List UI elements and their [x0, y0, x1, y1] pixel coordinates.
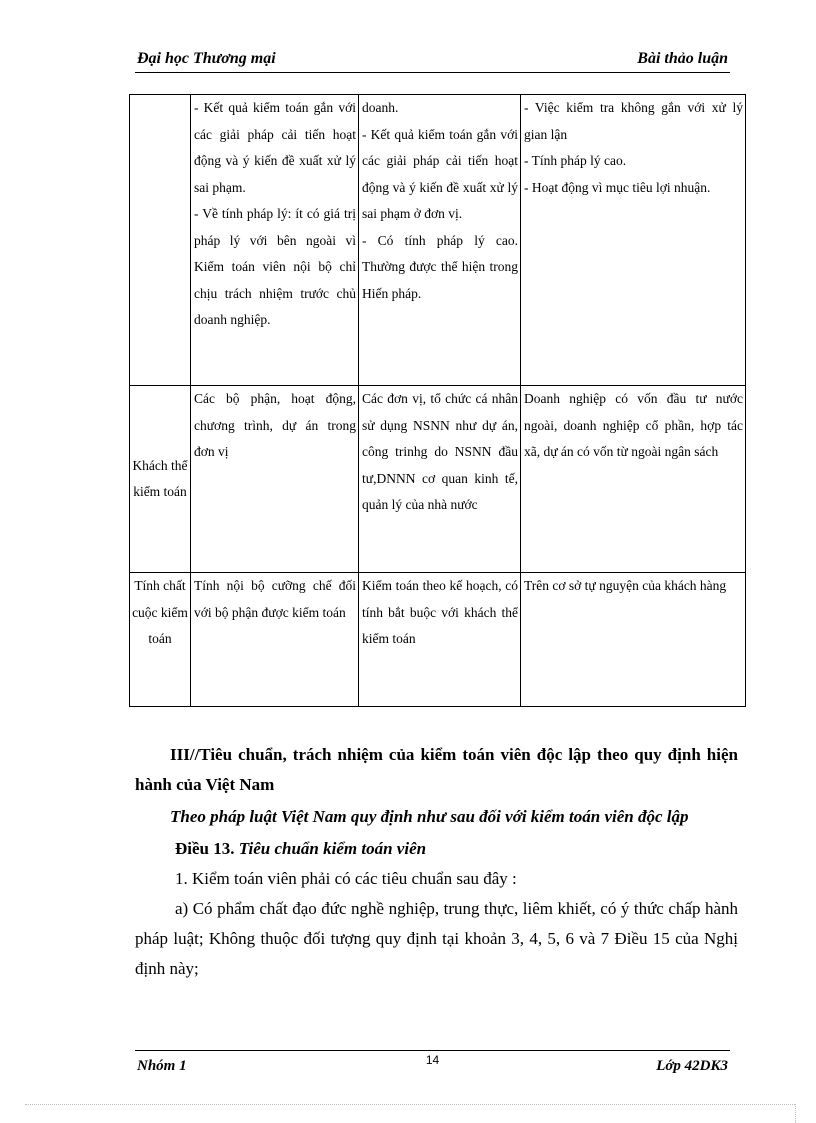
cell-internal-audit-results: [191, 95, 359, 386]
row-label-audit-nature: Tính chất cuộc kiểm toán: [130, 573, 191, 707]
row-label-empty: [130, 95, 191, 386]
page-edge-guide-vertical: [795, 1104, 796, 1123]
document-body: [135, 740, 738, 984]
cell-internal-audit-subject: Các bộ phận, hoạt động, chương trình, dự án trong đơn vị: [191, 386, 359, 573]
cell-text: - Kết quả kiểm toán gắn với các giải pháp cải tiến hoạt động và ý kiến đề xuất xử lý sai phạm ở đơn vị.: [362, 126, 518, 221]
cell-state-audit-results: [359, 95, 521, 386]
article-number: Điều 13.: [175, 839, 235, 858]
cell-text: doanh.: [362, 100, 399, 115]
article-title: Tiêu chuẩn kiểm toán viên: [238, 839, 427, 858]
section-subheading: Theo pháp luật Việt Nam quy định như sau đối với kiểm toán viên độc lập: [170, 807, 689, 826]
cell-text: - Có tính pháp lý cao. Thường được thể hiện trong Hiến pháp.: [362, 232, 518, 301]
footer-group: Nhóm 1: [137, 1058, 187, 1074]
table-row-audit-nature: [130, 573, 746, 707]
cell-text: - Tính pháp lý cao.: [524, 153, 627, 168]
cell-independent-audit-nature: Trên cơ sở tự nguyện của khách hàng: [521, 573, 746, 707]
page-number: 14: [425, 1053, 440, 1067]
comparison-table: [129, 94, 746, 707]
section-heading: III//Tiêu chuẩn, trách nhiệm của kiểm toán viên độc lập theo quy định hiện hành của Việt Nam: [135, 745, 738, 794]
cell-text: - Kết quả kiểm toán gắn với các giải pháp cải tiến hoạt động và ý kiến đề xuất xử lý sai phạm.: [194, 100, 356, 195]
cell-independent-audit-results: [521, 95, 746, 386]
paragraph-2: a) Có phẩm chất đạo đức nghề nghiệp, trung thực, liêm khiết, có ý thức chấp hành pháp luật; Không thuộc đối tượng quy định tại khoản 3, 4, 5, 6 và 7 Điều 15 của Nghị định này;: [135, 899, 738, 978]
cell-text: - Về tính pháp lý: ít có giá trị pháp lý với bên ngoài vì Kiểm toán viên nội bộ chỉ chịu trách nhiệm trước chủ doanh nghiệp.: [194, 206, 356, 327]
cell-internal-audit-nature: Tính nội bộ cưỡng chế đối với bộ phận được kiểm toán: [191, 573, 359, 707]
cell-text: - Việc kiểm tra không gắn với xử lý gian lận: [524, 100, 743, 142]
cell-state-audit-subject: Các đơn vị, tổ chức cá nhân sử dụng NSNN như dự án, công trinhg do NSNN đầu tư,DNNN cơ quan kinh tế, quản lý của nhà nước: [359, 386, 521, 573]
cell-state-audit-nature: Kiểm toán theo kế hoạch, có tính bắt buộc với khách thể kiểm toán: [359, 573, 521, 707]
page-footer: [135, 1050, 730, 1081]
header-document-type: Bài thảo luận: [637, 50, 728, 67]
article-title-line: [135, 834, 738, 864]
page-edge-guide: [25, 1104, 795, 1105]
table-row-results: [130, 95, 746, 386]
cell-text: - Hoạt động vì mục tiêu lợi nhuận.: [524, 179, 711, 195]
cell-independent-audit-subject: Doanh nghiệp có vốn đầu tư nước ngoài, doanh nghiệp cổ phần, hợp tác xã, dự án có vốn từ ngoài ngân sách: [521, 386, 746, 573]
table-row-audit-subject: [130, 386, 746, 573]
paragraph-1: 1. Kiểm toán viên phải có các tiêu chuẩn sau đây :: [175, 869, 517, 888]
footer-class: Lớp 42DK3: [656, 1058, 728, 1074]
header-university: Đại học Thương mại: [137, 50, 276, 67]
row-label-audit-subject: Khách thể kiểm toán: [130, 386, 191, 573]
page-header: [135, 46, 730, 73]
